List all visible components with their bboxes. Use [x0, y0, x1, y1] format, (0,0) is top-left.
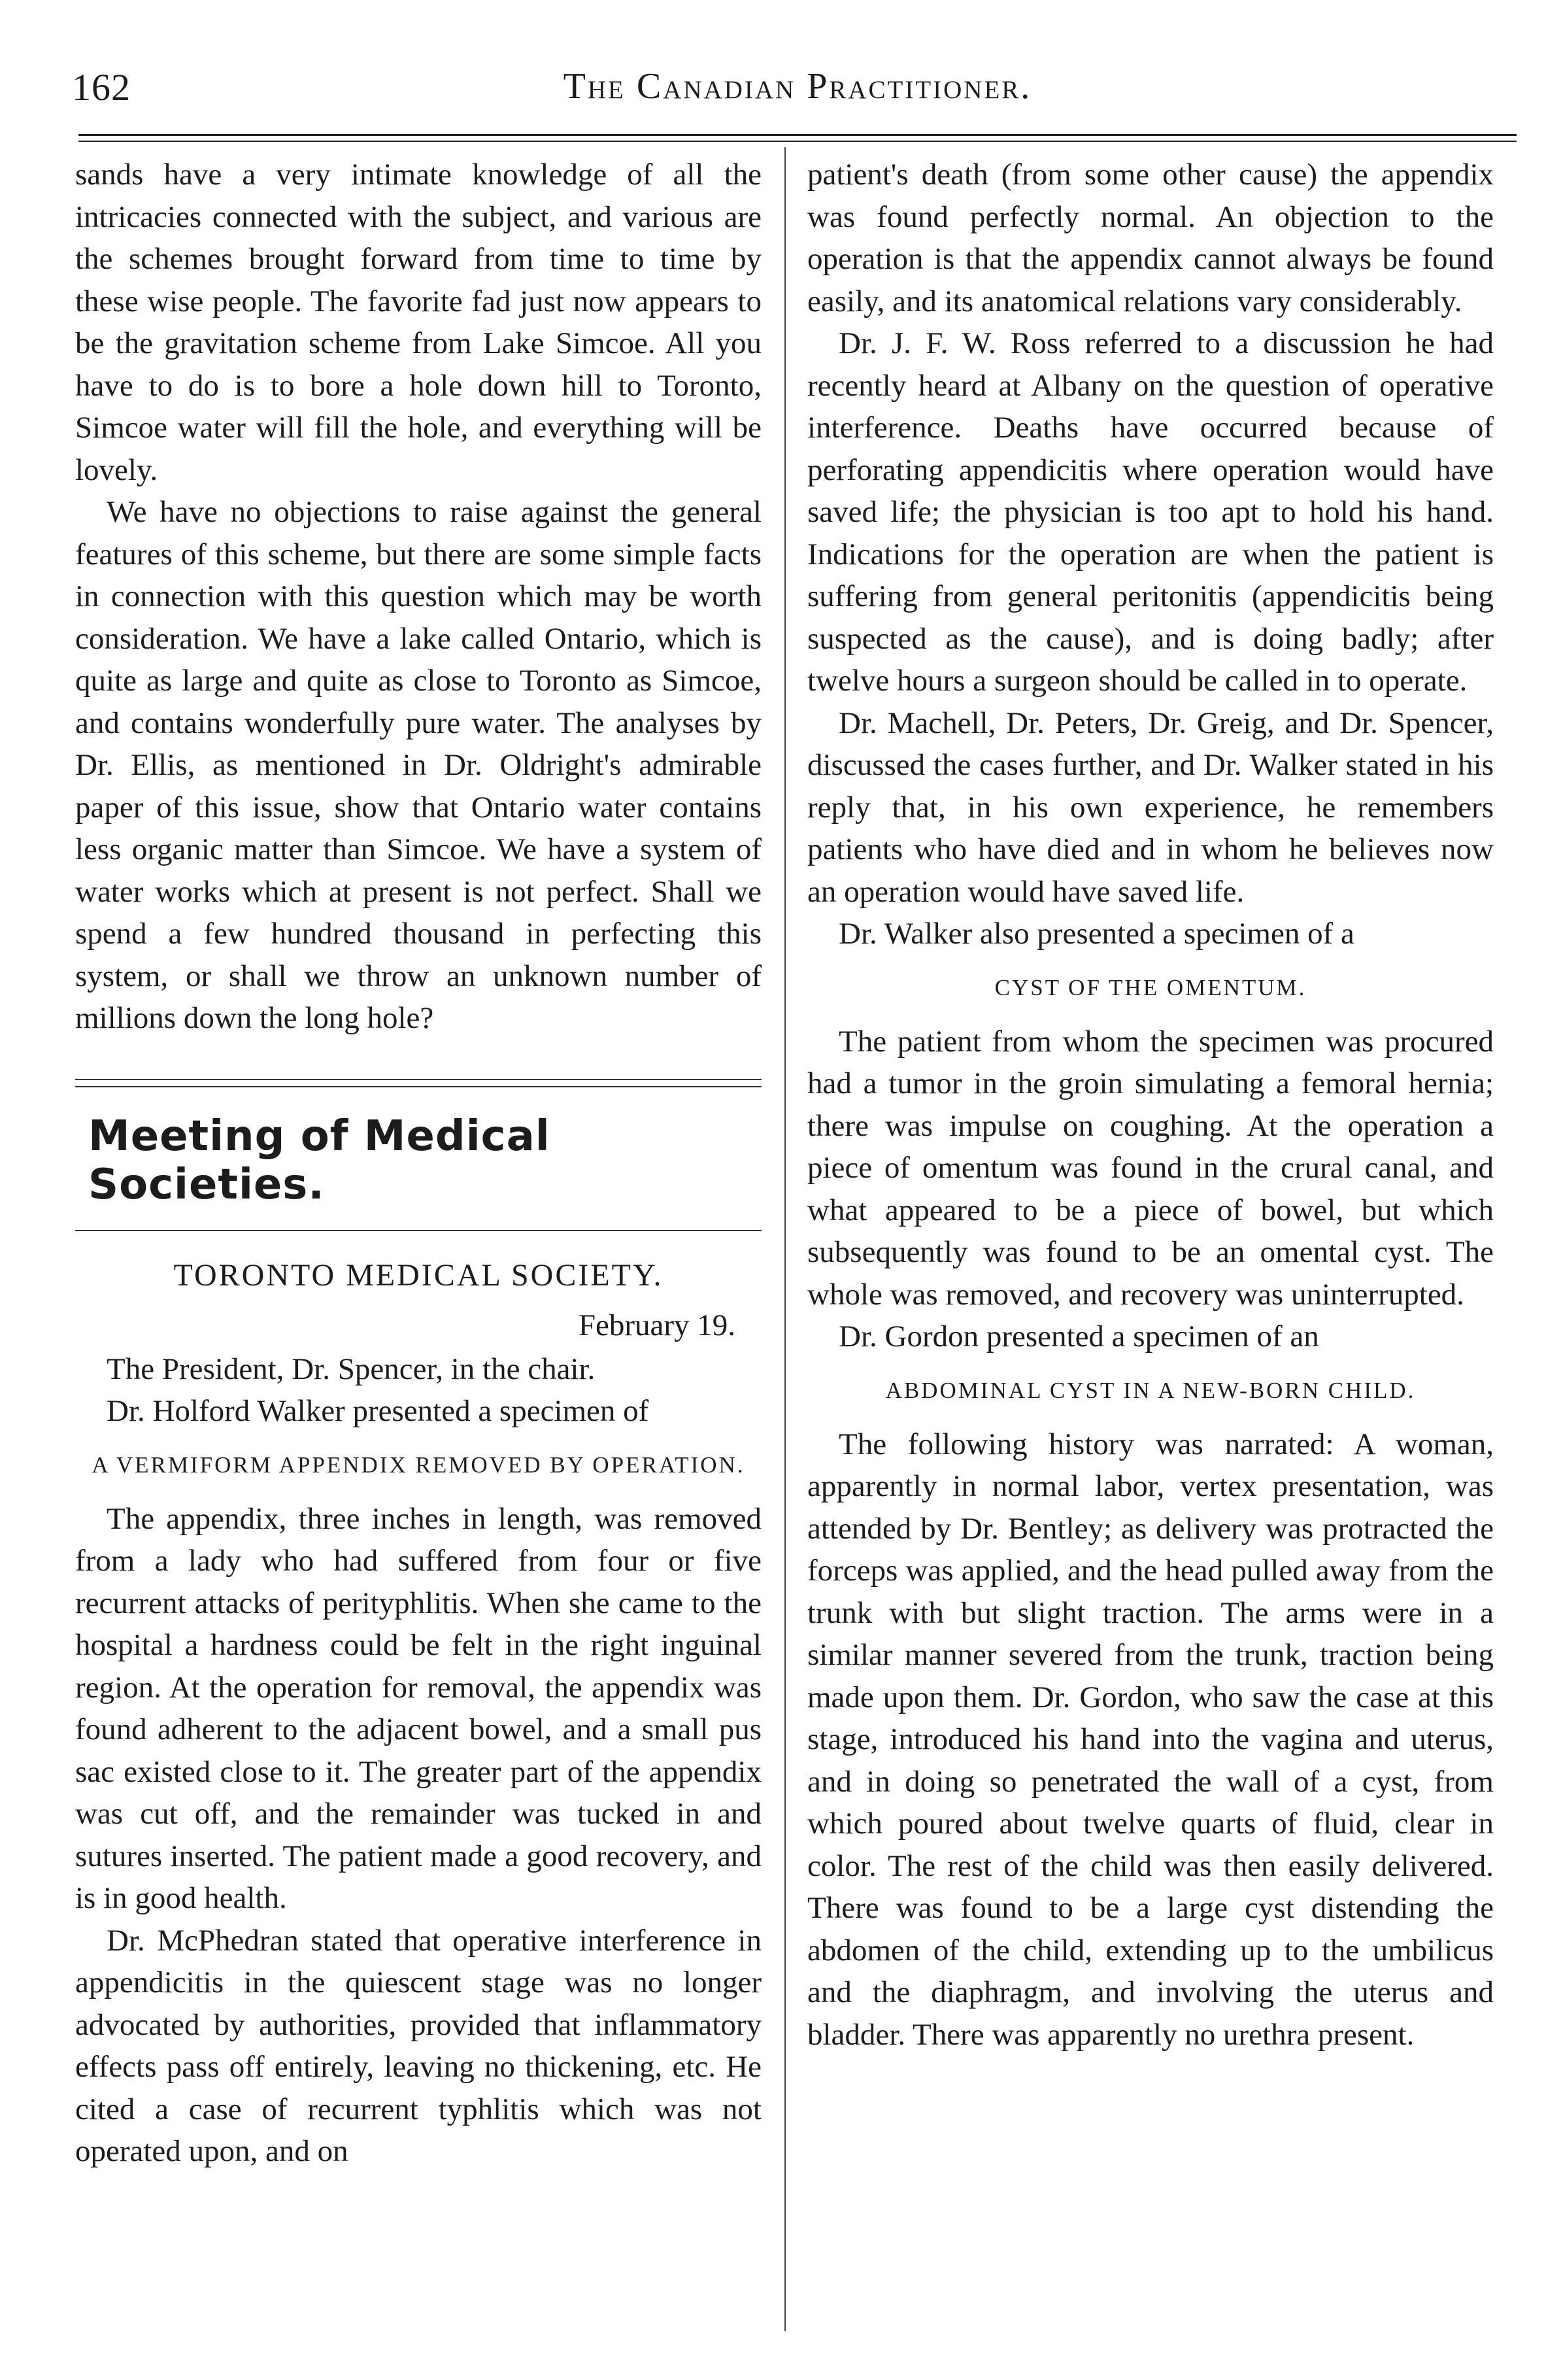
header-rule-thin [78, 141, 1517, 142]
page-number: 162 [72, 66, 131, 109]
section-heading: Meeting of Medical Societies. [88, 1112, 550, 1209]
paragraph-ross: Dr. J. F. W. Ross referred to a discussion he had recently heard at Albany on the question of operative interference. Deaths have occurred because of perforating appendicitis where operation would have saved life; the physician is too apt to hold his hand. Indications for the operation are when the patient is suffering from general peritonitis (appendicitis being suspected as the cause), and is doing badly; after twelve hours a surgeon should be called in to operate. [807, 326, 1494, 698]
journal-title: The Canadian Practitioner. [563, 66, 1032, 107]
paragraph-history: The following history was narrated: A woman, apparently in normal labor, vertex presentation, was attended by Dr. Bentley; as delivery was protracted the forceps was applied, and the head pulled away from the trunk with but slight traction. The arms were in a similar manner severed from the trunk, traction being made upon them. Dr. Gordon, who saw the case at this stage, introduced his hand into the vagina and uterus, and in doing so penetrated the wall of a cyst, from which poured about twelve quarts of fluid, clear in color. The rest of the child was then easily delivered. There was found to be a large cyst distending the abdomen of the child, extending up to the umbilicus and the diaphragm, and involving the uterus and bladder. There was apparently no urethra present. [807, 1427, 1494, 2052]
paragraph-mcphedran: Dr. McPhedran stated that operative interference in appendicitis in the quiescent stage was no longer advocated by authorities, provided that inflammatory effects pass off entirely, leaving no thickening, etc. He cited a case of recurrent typhlitis which was not operated upon, and on [75, 1923, 762, 2168]
paragraph-omentum: The patient from whom the specimen was procured had a tumor in the groin simulating a femoral hernia; there was impulse on coughing. At the operation a piece of omentum was found in the crural canal, and what appeared to be a piece of bowel, but which subsequently was found to be an omental cyst. The whole was removed, and recovery was uninterrupted. [807, 1024, 1494, 1312]
running-header [72, 65, 1523, 124]
right-column [807, 154, 1494, 2056]
column-divider [784, 147, 786, 2331]
paragraph-gordon-intro: Dr. Gordon presented a specimen of an [839, 1319, 1319, 1353]
paragraph-walker-intro: Dr. Holford Walker presented a specimen of [107, 1394, 649, 1428]
paragraph-president: The President, Dr. Spencer, in the chair. [107, 1352, 596, 1386]
paragraph-walker-also: Dr. Walker also presented a specimen of a [839, 917, 1354, 951]
paragraph-continuation-right: patient's death (from some other cause) the appendix was found perfectly normal. An objection to the operation is that the appendix cannot always be found easily, and its anatomical relations vary considerably. [807, 158, 1494, 318]
subhead-cyst-omentum: CYST OF THE OMENTUM. [994, 974, 1307, 1000]
section-rule [75, 1230, 762, 1231]
society-name: TORONTO MEDICAL SOCIETY. [173, 1257, 664, 1293]
subhead-abdominal-cyst: ABDOMINAL CYST IN A NEW-BORN CHILD. [885, 1377, 1416, 1403]
section-double-rule [75, 1079, 762, 1087]
header-rule [78, 134, 1517, 136]
paragraph-objections: We have no objections to raise against the general features of this scheme, but there are some simple facts in connection with this question which may be worth consideration. We have a lake called Ontario, which is quite as large and quite as close to Toronto as Simcoe, and contains wonderfully pure water. The analyses by Dr. Ellis, as mentioned in Dr. Oldright's admirable paper of this issue, show that Ontario water contains less organic matter than Simcoe. We have a system of water works which at present is not perfect. Shall we spend a few hundred thousand in perfecting this system, or shall we throw an unknown number of millions down the long hole? [75, 495, 762, 1035]
paragraph-machell: Dr. Machell, Dr. Peters, Dr. Greig, and Dr. Spencer, discussed the cases further, and Dr. Walker stated in his reply that, in his own experience, he remembers patients who have died and in whom he believes now an operation would have saved life. [807, 706, 1494, 909]
paragraph-appendix: The appendix, three inches in length, was removed from a lady who had suffered from four or five recurrent attacks of perityphlitis. When she came to the hospital a hardness could be felt in the right inguinal region. At the operation for removal, the appendix was found adherent to the adjacent bowel, and a small pus sac existed close to it. The greater part of the appendix was cut off, and the remainder was tucked in and sutures inserted. The patient made a good recovery, and is in good health. [75, 1501, 762, 1915]
paragraph-continuation: sands have a very intimate knowledge of all the intricacies connected with the subject, and various are the schemes brought forward from time to time by these wise people. The favorite fad just now appears to be the gravitation scheme from Lake Simcoe. All you have to do is to bore a hole down hill to Toronto, Simcoe water will fill the hole, and everything will be lovely. [75, 158, 762, 487]
subhead-vermiform-appendix: A VERMIFORM APPENDIX REMOVED BY OPERATION. [92, 1452, 745, 1478]
meeting-date: February 19. [578, 1308, 735, 1342]
left-column [75, 154, 762, 2173]
